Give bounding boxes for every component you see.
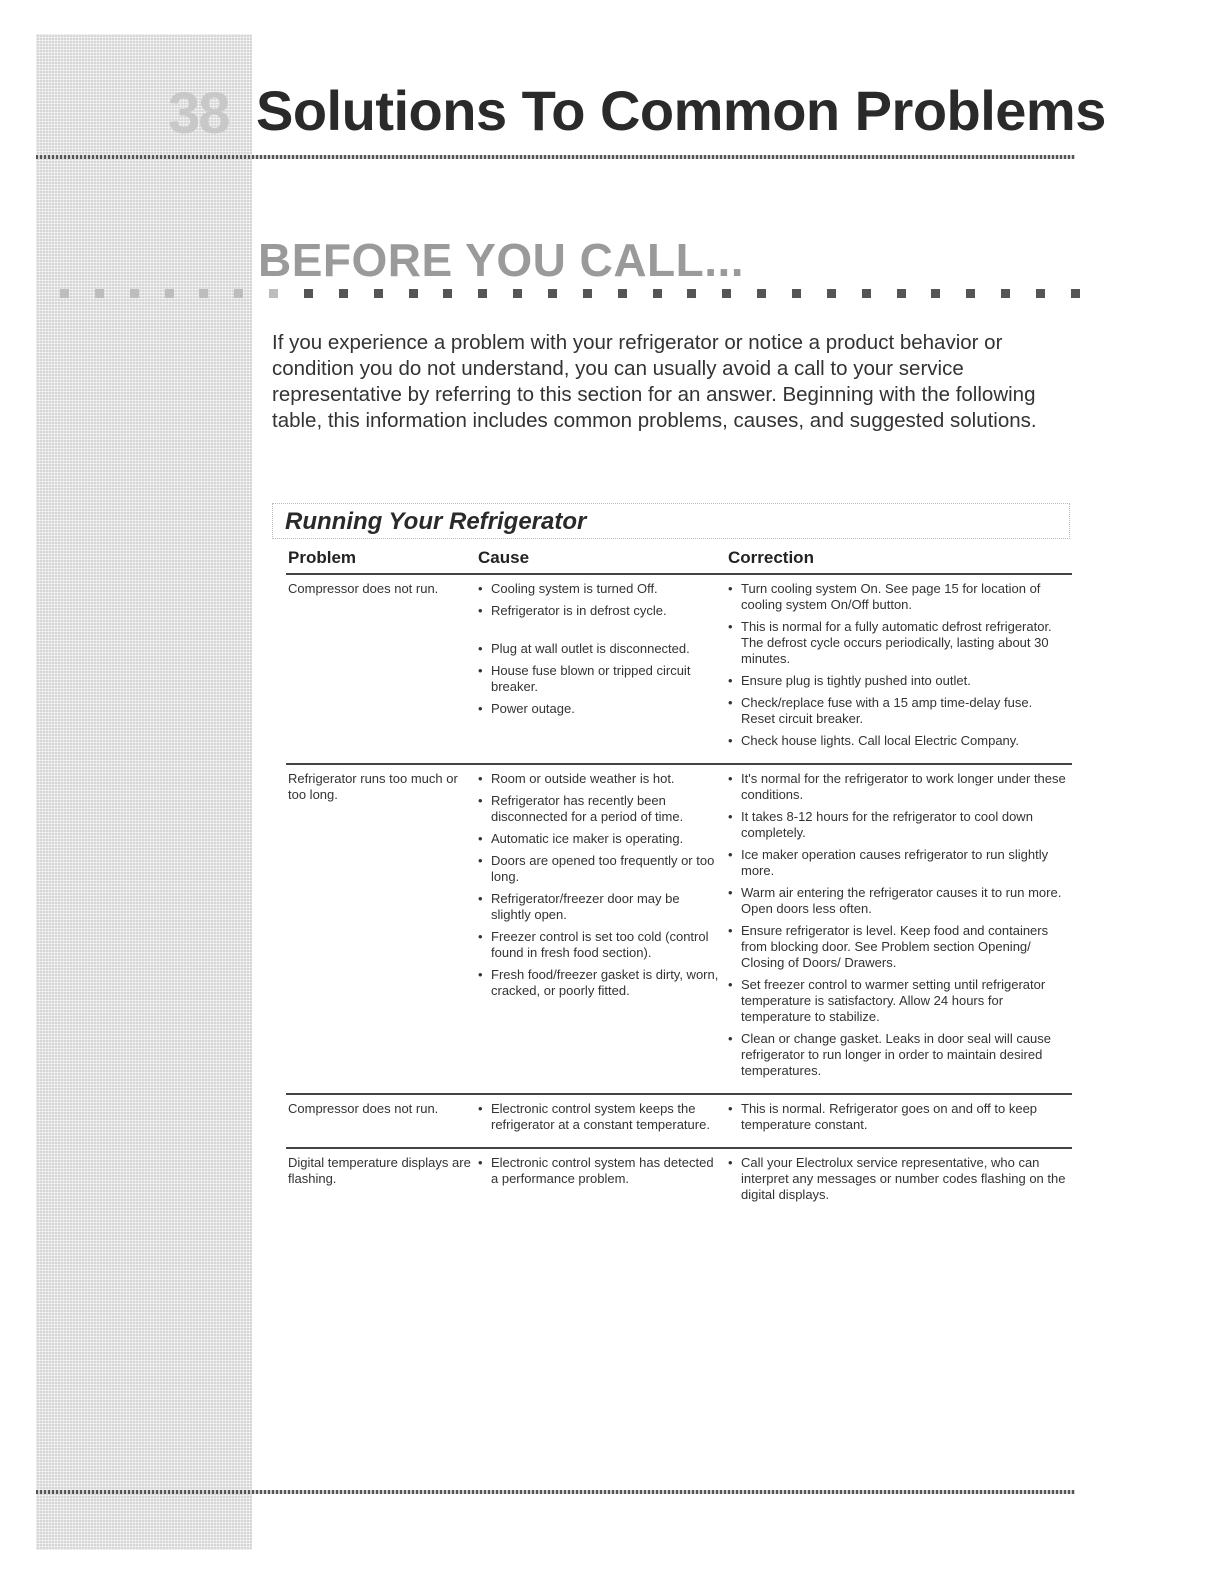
problem-cell: Compressor does not run. [288,581,439,596]
troubleshooting-table [286,548,1072,1217]
correction-item: • Check house lights. Call local Electric Company. [728,733,1068,749]
divider-dot [234,289,243,298]
problem-cell: Digital temperature displays are flashing. [288,1155,471,1186]
footer-divider [36,1490,1075,1494]
correction-item: • Check/replace fuse with a 15 amp time-delay fuse. Reset circuit breaker. [728,695,1068,727]
table-row [286,574,1072,764]
cause-item: • Room or outside weather is hot. [478,771,722,787]
correction-item: • Set freezer control to warmer setting until refrigerator temperature is satisfactory. Allow 24 hours for temperature to stabilize. [728,977,1068,1025]
divider-dot [653,289,662,298]
divider-dot [513,289,522,298]
cause-cell [476,574,726,764]
divider-dot [687,289,696,298]
correction-item: • It's normal for the refrigerator to work longer under these conditions. [728,771,1068,803]
subsection-title: Running Your Refrigerator [285,508,587,535]
cause-item: • Freezer control is set too cold (control found in fresh food section). [478,929,722,961]
header-correction: Correction [726,548,1072,574]
cause-list [478,1101,722,1133]
divider-dot [478,289,487,298]
divider-dot [931,289,940,298]
subsection-header [272,503,1070,539]
divider-dot [827,289,836,298]
cause-item: • House fuse blown or tripped circuit breaker. [478,663,722,695]
header-cause: Cause [476,548,726,574]
dotted-divider [60,289,1080,299]
divider-dot [443,289,452,298]
divider-dot [792,289,801,298]
decorative-sidebar [36,34,252,1550]
page-title: Solutions To Common Problems [256,79,1106,142]
divider-dot [165,289,174,298]
correction-item: • This is normal for a fully automatic defrost refrigerator. The defrost cycle occurs periodically, lasting about 30 minutes. [728,619,1068,667]
cause-item: • Cooling system is turned Off. [478,581,722,597]
cause-item: • Electronic control system has detected a performance problem. [478,1155,722,1187]
problem-cell: Compressor does not run. [288,1101,439,1116]
divider-dot [409,289,418,298]
correction-cell [726,1148,1072,1217]
divider-dot [862,289,871,298]
divider-dot [548,289,557,298]
cause-list [478,581,722,717]
cause-cell [476,1148,726,1217]
correction-item: • Warm air entering the refrigerator causes it to run more. Open doors less often. [728,885,1068,917]
correction-item: • It takes 8-12 hours for the refrigerator to cool down completely. [728,809,1068,841]
cause-item: • Fresh food/freezer gasket is dirty, worn, cracked, or poorly fitted. [478,967,722,999]
divider-dot [304,289,313,298]
cause-item: • Refrigerator is in defrost cycle. [478,603,722,635]
cause-list [478,1155,722,1187]
divider-dot [583,289,592,298]
correction-list [728,1101,1068,1133]
cause-item: • Refrigerator has recently been disconnected for a period of time. [478,793,722,825]
divider-dot [722,289,731,298]
header-problem: Problem [286,548,476,574]
cause-item: • Automatic ice maker is operating. [478,831,722,847]
correction-item: • Ensure refrigerator is level. Keep food and containers from blocking door. See Problem section Opening/ Closing of Doors/ Drawers. [728,923,1068,971]
divider-dot [966,289,975,298]
cause-item: • Power outage. [478,701,722,717]
divider-dot [757,289,766,298]
problem-cell: Refrigerator runs too much or too long. [288,771,458,802]
correction-list [728,1155,1068,1203]
page-number: 38 [168,81,229,146]
correction-item: • This is normal. Refrigerator goes on and off to keep temperature constant. [728,1101,1068,1133]
correction-cell [726,764,1072,1094]
header-divider [36,155,1075,159]
divider-dot [618,289,627,298]
divider-dot [374,289,383,298]
divider-dot [1036,289,1045,298]
divider-dot [60,289,69,298]
table-header-row [286,548,1072,574]
cause-item: • Refrigerator/freezer door may be slightly open. [478,891,722,923]
divider-dot [339,289,348,298]
divider-dot [897,289,906,298]
table-row [286,1148,1072,1217]
table-row [286,764,1072,1094]
correction-item: • Turn cooling system On. See page 15 for location of cooling system On/Off button. [728,581,1068,613]
cause-item: • Plug at wall outlet is disconnected. [478,641,722,657]
cause-cell [476,1094,726,1148]
correction-item: • Clean or change gasket. Leaks in door seal will cause refrigerator to run longer in order to maintain desired temperatures. [728,1031,1068,1079]
correction-item: • Ice maker operation causes refrigerator to run slightly more. [728,847,1068,879]
correction-cell [726,1094,1072,1148]
divider-dot [199,289,208,298]
divider-dot [130,289,139,298]
divider-dot [95,289,104,298]
table-row [286,1094,1072,1148]
divider-dot [1001,289,1010,298]
correction-cell [726,574,1072,764]
divider-dot [1071,289,1080,298]
cause-list [478,771,722,999]
cause-item: • Electronic control system keeps the refrigerator at a constant temperature. [478,1101,722,1133]
divider-dot [269,289,278,298]
correction-item: • Ensure plug is tightly pushed into outlet. [728,673,1068,689]
cause-item: • Doors are opened too frequently or too long. [478,853,722,885]
intro-paragraph: If you experience a problem with your refrigerator or notice a product behavior or condition you do not understand, you can usually avoid a call to your service representative by referring to this section for an answer. Beginning with the following table, this information includes common problems, causes, and suggested solutions. [272,331,1037,432]
correction-item: • Call your Electrolux service representative, who can interpret any messages or number codes flashing on the digital displays. [728,1155,1068,1203]
correction-list [728,771,1068,1079]
section-heading: BEFORE YOU CALL... [258,234,745,286]
cause-cell [476,764,726,1094]
correction-list [728,581,1068,749]
